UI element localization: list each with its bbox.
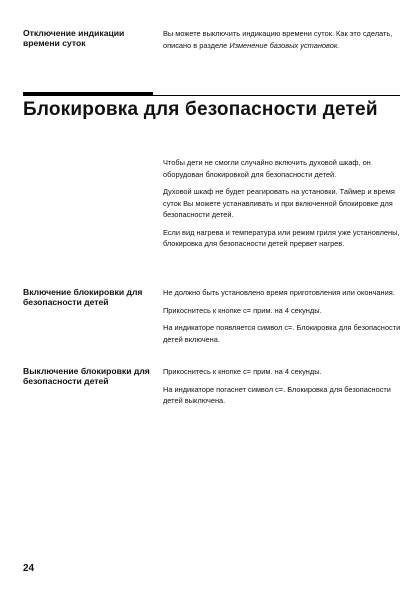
enable-paragraph-1: Не должно быть установлено время приготовления или окончания. — [163, 288, 395, 297]
disable-paragraph-2: На индикаторе погаснет символ c=. Блокировка для безопасности детей выключена. — [163, 384, 391, 405]
intro-text — [163, 157, 403, 256]
enable-lock-text — [163, 287, 403, 351]
time-display-off-plain: Вы можете выключить индикацию времени суток. Как это сделать, описано в разделе — [163, 29, 393, 50]
disable-paragraph-1: Прикоснитесь к кнопке c= прим. на 4 секунды. — [163, 367, 322, 376]
page-title: Блокировка для безопасности детей — [23, 99, 378, 120]
time-display-off-text — [163, 28, 403, 51]
page-number: 24 — [23, 563, 35, 574]
section-heading-time-display-off: Отключение индикации времени суток — [23, 28, 125, 48]
time-display-off-link: Изменение базовых установок. — [229, 40, 340, 50]
disable-lock-text — [163, 366, 403, 413]
intro-paragraph-1: Чтобы дети не смогли случайно включить духовой шкаф, он оборудован блокировкой для безопасности детей. — [163, 158, 371, 179]
section-divider — [23, 95, 400, 96]
section-heading-disable-lock: Выключение блокировки для безопасности детей — [23, 366, 150, 386]
section-heading-enable-lock: Включение блокировки для безопасности детей — [23, 287, 143, 307]
enable-paragraph-3: На индикаторе появляется символ c=. Блокировка для безопасности детей включена. — [163, 323, 401, 344]
intro-paragraph-2: Духовой шкаф не будет реагировать на установки. Таймер и время суток Вы можете устанавливать и при включенной блокировке для безопасности детей. — [163, 187, 395, 219]
enable-paragraph-2: Прикоснитесь к кнопке c= прим. на 4 секунды. — [163, 305, 322, 315]
intro-paragraph-3: Если вид нагрева и температура или режим гриля уже установлены, блокировка для безопасности детей прервет нагрев. — [163, 227, 400, 248]
